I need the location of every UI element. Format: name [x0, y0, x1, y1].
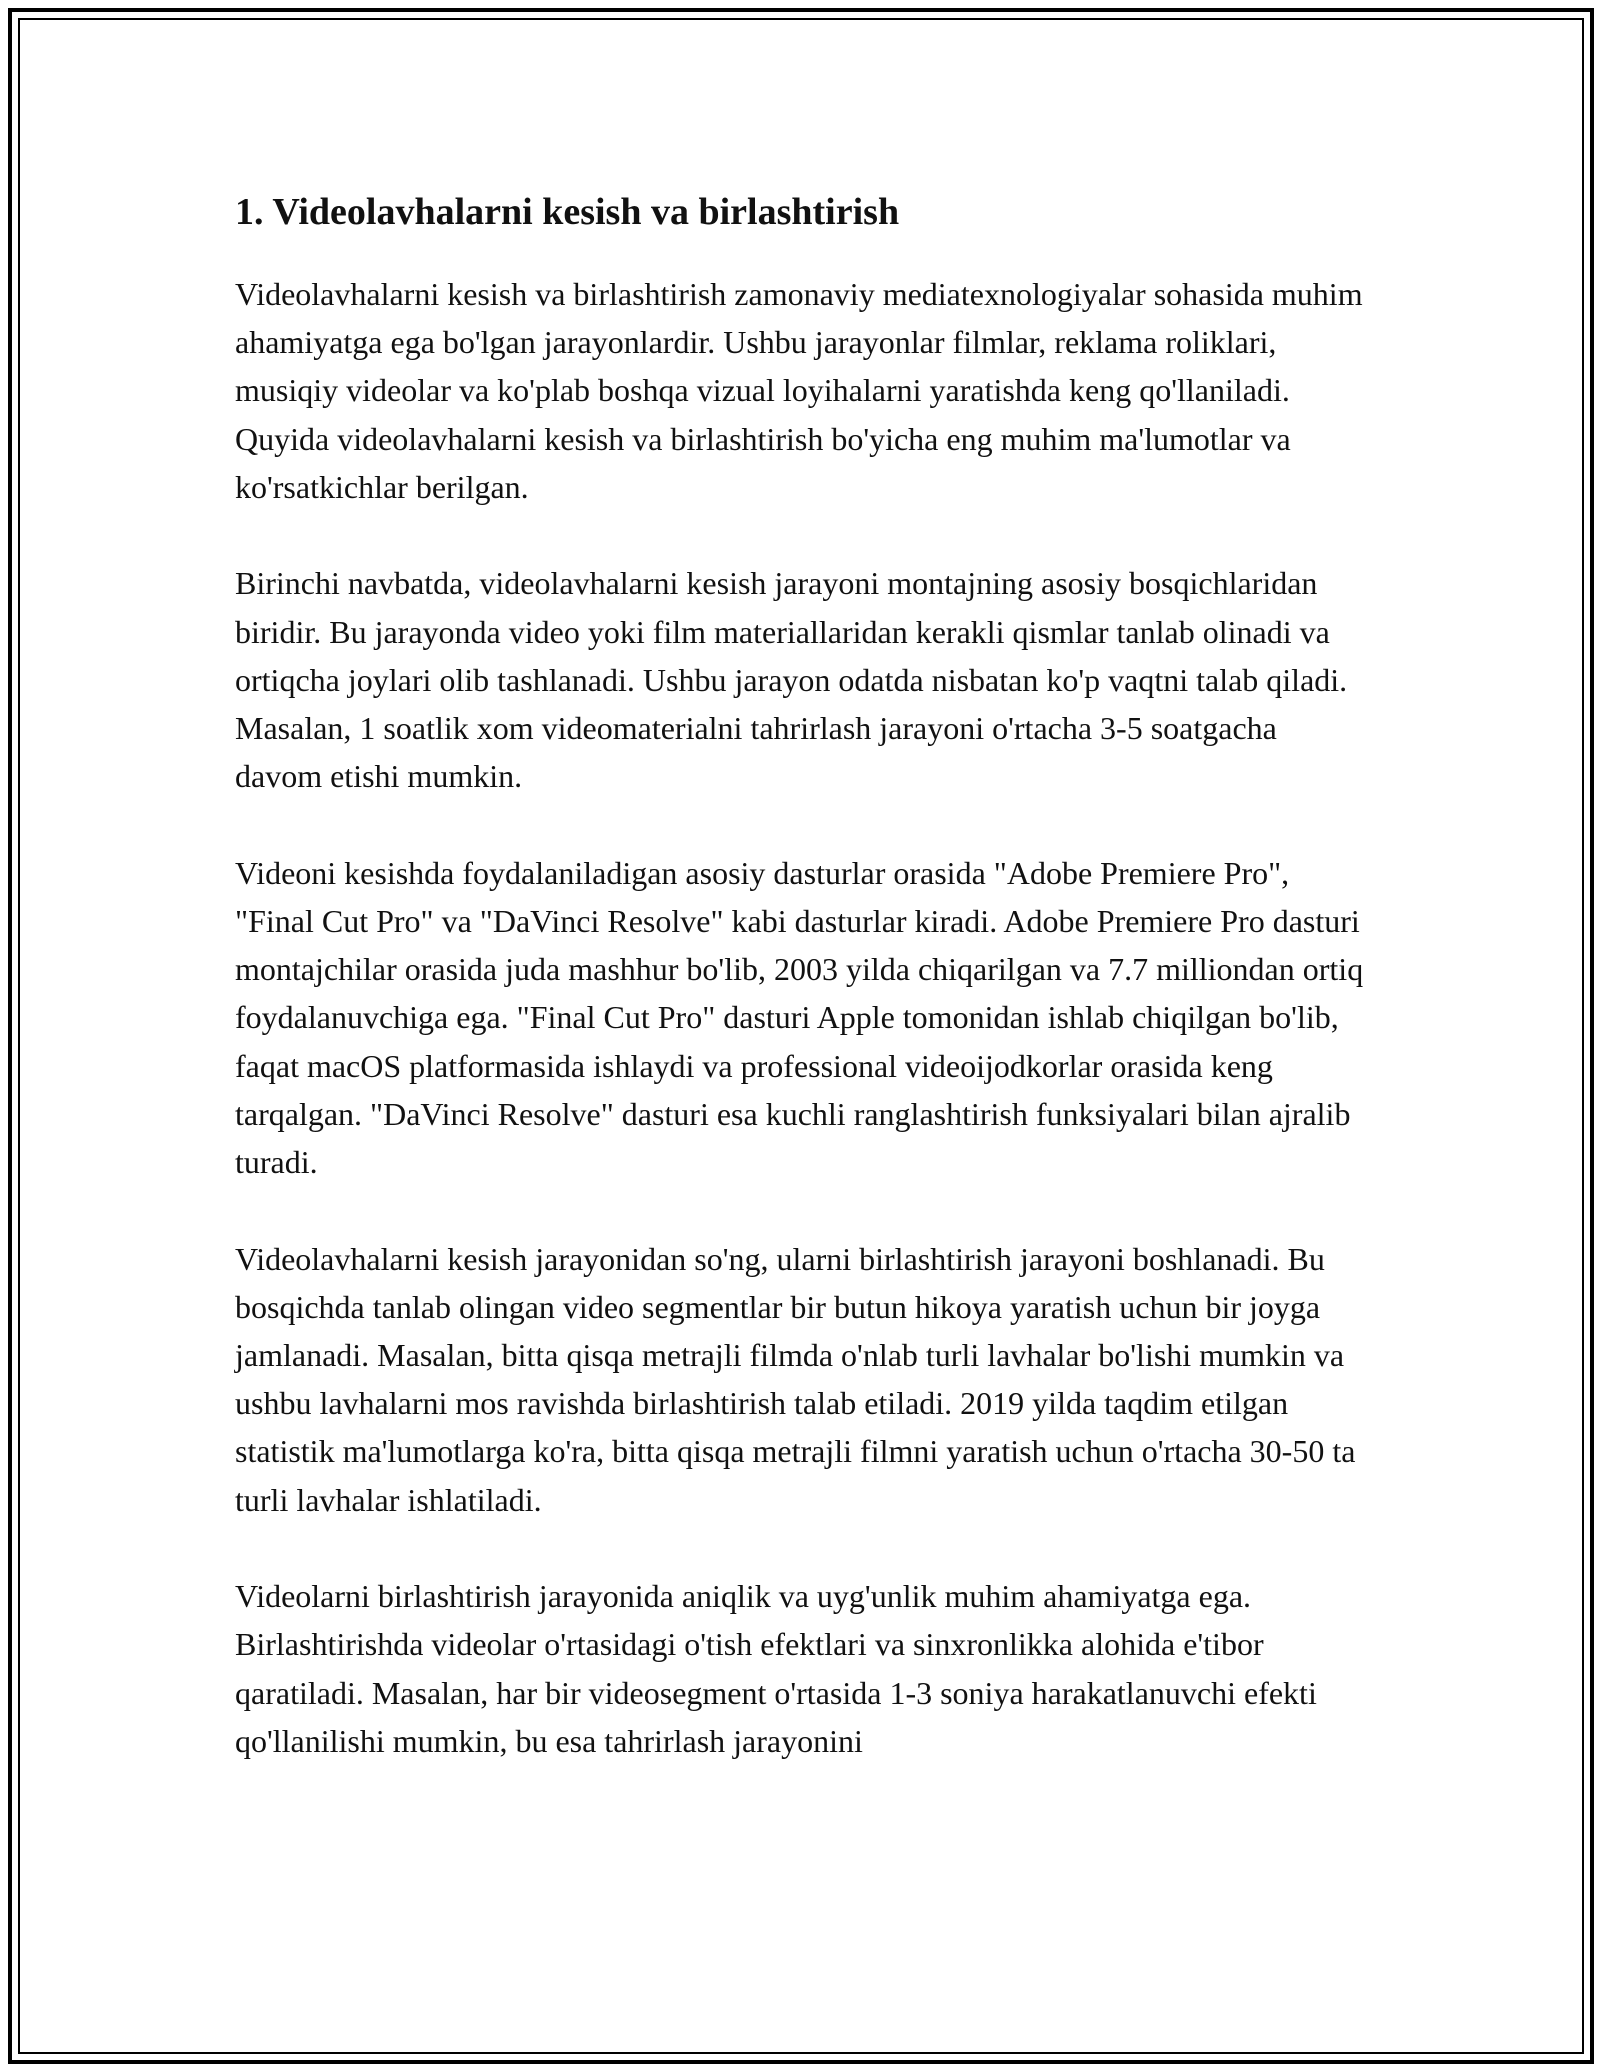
paragraph-1: Videolavhalarni kesish va birlashtirish zamonaviy mediatexnologiyalar sohasida muhim ahamiyatga ega bo'lgan jarayonlardir. Ushbu jarayonlar filmlar, reklama roliklari, musiqiy videolar va ko'plab boshqa vizual loyihalarni yaratishda keng qo'llaniladi. Quyida videolavhalarni kesish va birlashtirish bo'yicha eng muhim ma'lumotlar va ko'rsatkichlar berilgan.	[235, 276, 1363, 505]
paragraph-4: Videolavhalarni kesish jarayonidan so'ng, ularni birlashtirish jarayoni boshlanadi. Bu bosqichda tanlab olingan video segmentlar bir butun hikoya yaratish uchun bir joyga jamlanadi. Masalan, bitta qisqa metrajli filmda o'nlab turli lavhalar bo'lishi mumkin va ushbu lavhalarni mos ravishda birlashtirish talab etiladi. 2019 yilda taqdim etilgan statistik ma'lumotlarga ko'ra, bitta qisqa metrajli filmni yaratish uchun o'rtacha 30-50 ta turli lavhalar ishlatiladi.	[235, 1240, 1356, 1518]
paragraph-3: Videoni kesishda foydalaniladigan asosiy dasturlar orasida "Adobe Premiere Pro", "Final Cut Pro" va "DaVinci Resolve" kabi dasturlar kiradi. Adobe Premiere Pro dasturi montajchilar orasida juda mashhur bo'lib, 2003 yilda chiqarilgan va 7.7 milliondan ortiq foydalanuvchiga ega. "Final Cut Pro" dasturi Apple tomonidan ishlab chiqilgan bo'lib, faqat macOS platformasida ishlaydi va professional videoijodkorlar orasida keng tarqalgan. "DaVinci Resolve" dasturi esa kuchli ranglashtirish funksiyalari bilan ajralib turadi.	[235, 854, 1364, 1181]
document-body	[235, 184, 1365, 1813]
paragraph-5: Videolarni birlashtirish jarayonida aniqlik va uyg'unlik muhim ahamiyatga ega. Birlashtirishda videolar o'rtasidagi o'tish efektlari va sinxronlikka alohida e'tibor qaratiladi. Masalan, har bir videosegment o'rtasida 1-3 soniya harakatlanuvchi efekti qo'llanilishi mumkin, bu esa tahrirlash jarayonini	[235, 1578, 1317, 1759]
paragraph-2: Birinchi navbatda, videolavhalarni kesish jarayoni montajning asosiy bosqichlaridan biridir. Bu jarayonda video yoki film materiallaridan kerakli qismlar tanlab olinadi va ortiqcha joylari olib tashlanadi. Ushbu jarayon odatda nisbatan ko'p vaqtni talab qiladi. Masalan, 1 soatlik xom videomaterialni tahrirlash jarayoni o'rtacha 3-5 soatgacha davom etishi mumkin.	[235, 565, 1348, 795]
section-title: 1. Videolavhalarni kesish va birlashtirish	[235, 191, 900, 233]
